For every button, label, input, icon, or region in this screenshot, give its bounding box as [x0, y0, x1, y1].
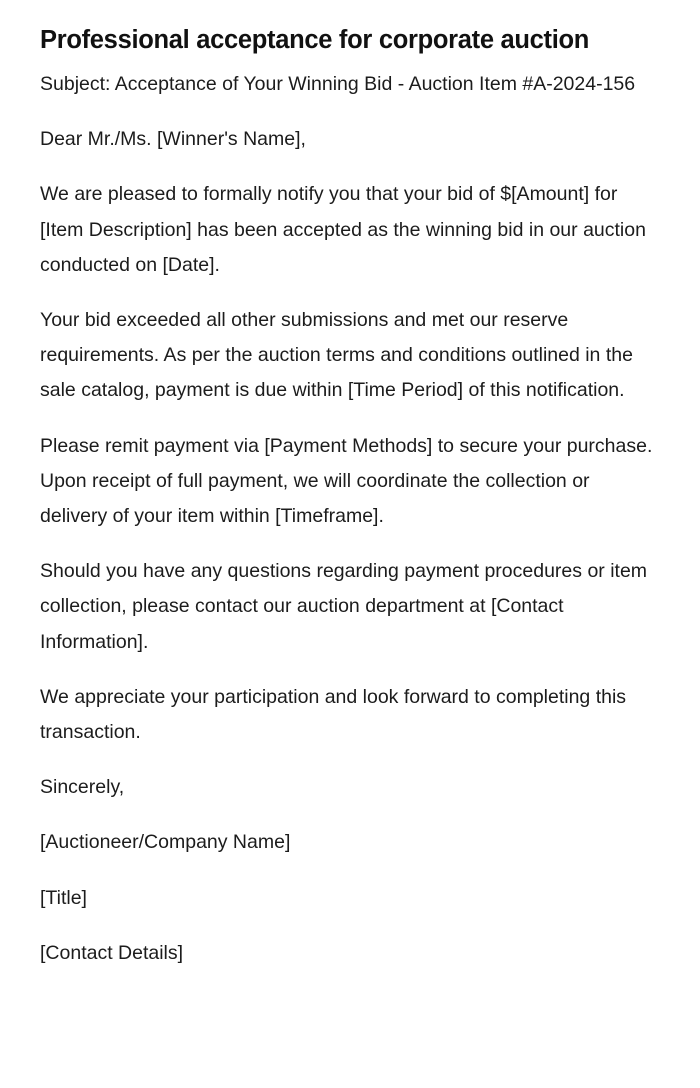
body-paragraph-contact: Should you have any questions regarding payment procedures or item collection, please contact our auction department at [Contact Information].: [40, 560, 648, 653]
body-paragraph-terms: Your bid exceeded all other submissions and met our reserve requirements. As per the auction terms and conditions outlined in the sale catalog, payment is due within [Time Period] of this notification.: [40, 309, 633, 402]
signature-contact: [Contact Details]: [40, 941, 184, 964]
signature-name: [Auctioneer/Company Name]: [40, 831, 291, 854]
document-title: Professional acceptance for corporate auction: [40, 26, 590, 54]
subject-line: Subject: Acceptance of Your Winning Bid - Auction Item #A-2024-156: [40, 73, 636, 95]
closing: Sincerely,: [40, 776, 125, 799]
body-paragraph-payment: Please remit payment via [Payment Methods] to secure your purchase. Upon receipt of full payment, we will coordinate the collection or delivery of your item within [Timeframe].: [40, 434, 653, 528]
body-paragraph-appreciation: We appreciate your participation and look forward to completing this transaction.: [40, 685, 627, 744]
body-paragraph-notification: We are pleased to formally notify you that your bid of $[Amount] for [Item Description] has been accepted as the winning bid in our auction conducted on [Date].: [40, 183, 646, 276]
signature-title: [Title]: [40, 886, 87, 909]
greeting: Dear Mr./Ms. [Winner's Name],: [40, 128, 306, 151]
letter-document: [40, 22, 660, 991]
